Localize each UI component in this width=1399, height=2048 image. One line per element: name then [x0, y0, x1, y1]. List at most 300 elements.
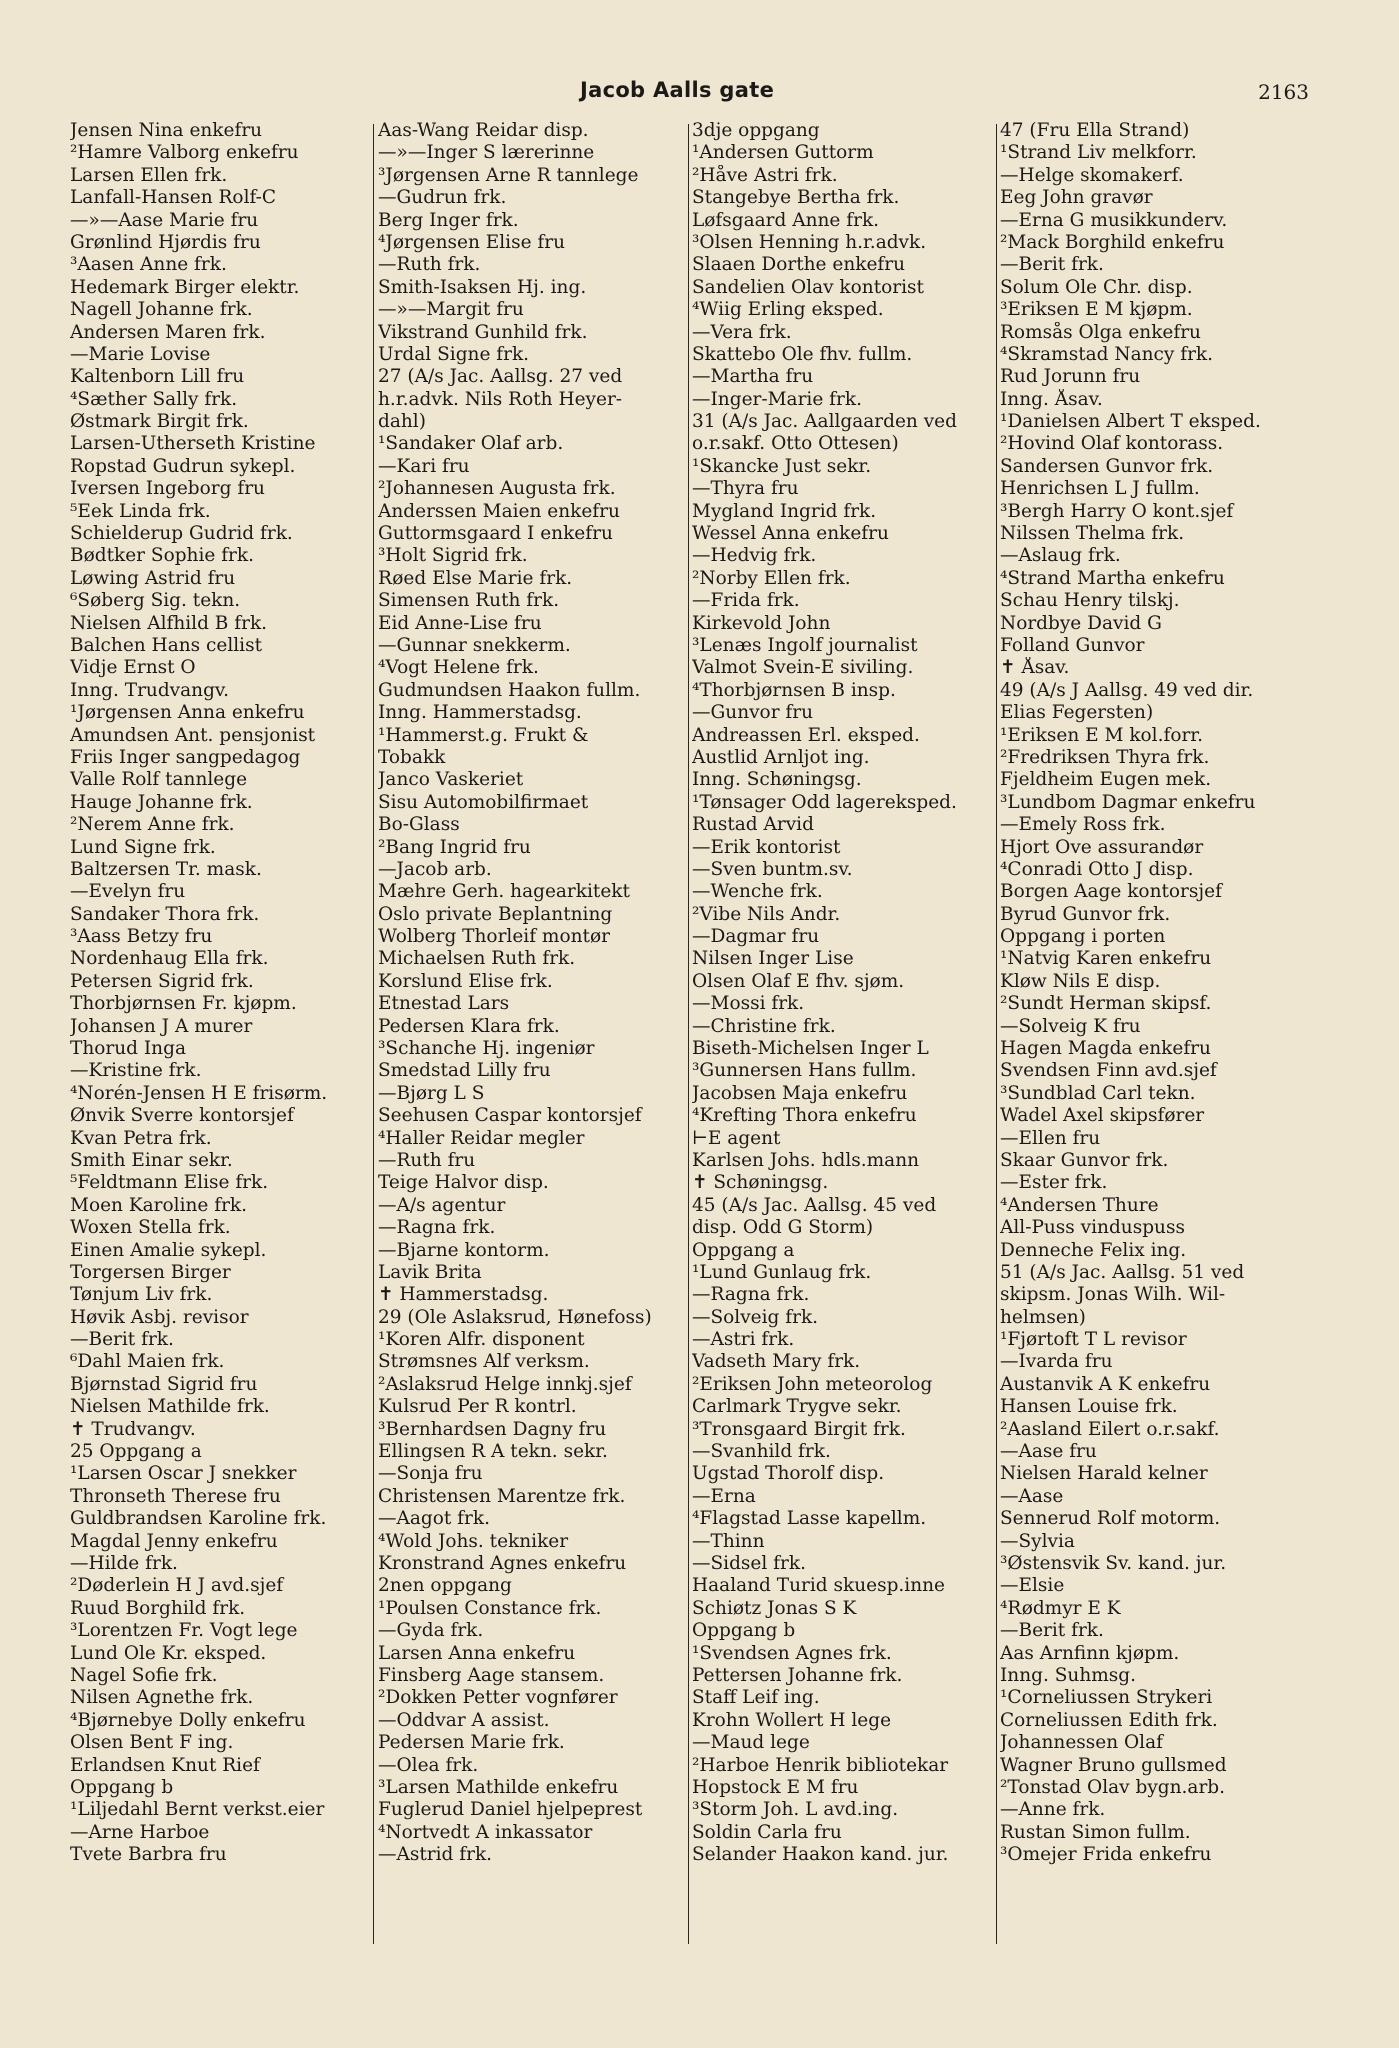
- directory-entry: Tvete Barbra fru: [70, 1844, 227, 1866]
- directory-entry: ³Lenæs Ingolf journalist: [692, 634, 918, 656]
- directory-entry: Austlid Arnljot ing.: [692, 746, 870, 768]
- directory-entry: ³Gunnersen Hans fullm.: [692, 1060, 917, 1082]
- directory-entry: ⁴Flagstad Lasse kapellm.: [692, 1508, 927, 1530]
- directory-entry: ²Norby Ellen frk.: [692, 567, 851, 589]
- directory-entry: ³Tronsgaard Birgit frk.: [692, 1418, 906, 1440]
- directory-entry: —Elsie: [1000, 1575, 1065, 1597]
- directory-entry: Folland Gunvor: [1000, 634, 1145, 656]
- directory-entry: Ropstad Gudrun sykepl.: [70, 455, 296, 477]
- directory-entry: ³Lundbom Dagmar enkefru: [1000, 791, 1256, 813]
- directory-entry: ⊢E agent: [692, 1127, 781, 1149]
- directory-entry: Baltzersen Tr. mask.: [70, 858, 262, 880]
- directory-entry: Kløw Nils E disp.: [1000, 970, 1161, 992]
- directory-entry: ¹Skancke Just sekr.: [692, 455, 872, 477]
- directory-entry: ⁴Krefting Thora enkefru: [692, 1105, 917, 1127]
- directory-entry: Pedersen Klara frk.: [378, 1015, 560, 1037]
- directory-entry: Staff Leif ing.: [692, 1687, 820, 1709]
- directory-entry: ²Håve Astri frk.: [692, 164, 838, 186]
- directory-entry: Mæhre Gerh. hagearkitekt: [378, 881, 630, 903]
- directory-entry: Nielsen Alfhild B frk.: [70, 612, 268, 634]
- directory-entry: Bjørnstad Sigrid fru: [70, 1373, 258, 1395]
- directory-entry: —Erik kontorist: [692, 836, 841, 858]
- page-number: 2163: [1258, 80, 1309, 104]
- directory-entry: ³Larsen Mathilde enkefru: [378, 1776, 619, 1798]
- directory-entry: Hopstock E M fru: [692, 1776, 859, 1798]
- directory-entry: —Berit frk.: [70, 1329, 174, 1351]
- directory-entry: —Jacob arb.: [378, 858, 492, 880]
- directory-entry: Soldin Carla fru: [692, 1821, 842, 1843]
- directory-entry: Skaar Gunvor frk.: [1000, 1149, 1169, 1171]
- directory-entry: ¹Jørgensen Anna enkefru: [70, 702, 305, 724]
- directory-entry: ²Døderlein H J avd.sjef: [70, 1575, 284, 1597]
- directory-entry: Bo-Glass: [378, 814, 460, 836]
- directory-entry: Wolberg Thorleif montør: [378, 926, 610, 948]
- directory-entry: Magdal Jenny enkefru: [70, 1530, 278, 1552]
- directory-entry: Inng. Suhmsg.: [1000, 1664, 1137, 1686]
- directory-entry: —Wenche frk.: [692, 881, 823, 903]
- directory-entry: Bødtker Sophie frk.: [70, 545, 254, 567]
- directory-entry: Tobakk: [378, 746, 446, 768]
- directory-entry: —Emely Ross frk.: [1000, 814, 1166, 836]
- directory-entry: Korslund Elise frk.: [378, 970, 553, 992]
- directory-entry: Erlandsen Knut Rief: [70, 1754, 260, 1776]
- directory-entry: ⁴Jørgensen Elise fru: [378, 231, 566, 253]
- directory-entry: Janco Vaskeriet: [378, 769, 524, 791]
- directory-entry: ²Hamre Valborg enkefru: [70, 142, 299, 164]
- directory-entry: Johannessen Olaf: [1000, 1732, 1163, 1754]
- directory-entry: Kvan Petra frk.: [70, 1127, 212, 1149]
- directory-entry: Nordenhaug Ella frk.: [70, 948, 269, 970]
- directory-entry: —Anne frk.: [1000, 1799, 1106, 1821]
- directory-entry: —Ragna frk.: [378, 1217, 496, 1239]
- directory-entry: Berg Inger frk.: [378, 209, 519, 231]
- directory-entry: Kirkevold John: [692, 612, 831, 634]
- directory-entry: Valmot Svein-E siviling.: [692, 657, 914, 679]
- directory-entry: ²Mack Borghild enkefru: [1000, 231, 1225, 253]
- directory-entry: Eid Anne-Lise fru: [378, 612, 542, 634]
- directory-entry: Wagner Bruno gullsmed: [1000, 1754, 1227, 1776]
- directory-entry: Olsen Bent F ing.: [70, 1732, 234, 1754]
- directory-entry: ³Olsen Henning h.r.advk.: [692, 231, 927, 253]
- directory-entry: Karlsen Johs. hdls.mann: [692, 1149, 920, 1171]
- directory-entry: Byrud Gunvor frk.: [1000, 903, 1171, 925]
- directory-entry: ✝ Schøningsg.: [692, 1172, 829, 1194]
- directory-entry: Smedstad Lilly fru: [378, 1060, 551, 1082]
- directory-entry: ³Aasen Anne frk.: [70, 254, 227, 276]
- directory-entry: ¹Hammerst.g. Frukt &: [378, 724, 589, 746]
- directory-entry: —»—Margit fru: [378, 299, 524, 321]
- directory-entry: ¹Natvig Karen enkefru: [1000, 948, 1212, 970]
- directory-entry: Hjort Ove assurandør: [1000, 836, 1204, 858]
- column-3: [692, 120, 992, 1866]
- directory-entry: Nielsen Mathilde frk.: [70, 1396, 270, 1418]
- directory-entry: Sandersen Gunvor frk.: [1000, 455, 1214, 477]
- directory-entry: —Sven buntm.sv.: [692, 858, 853, 880]
- directory-entry: —Mossi frk.: [692, 993, 805, 1015]
- directory-entry: ³Holt Sigrid frk.: [378, 545, 528, 567]
- directory-entry: Andersen Maren frk.: [70, 321, 266, 343]
- directory-entry: —Ruth frk.: [378, 254, 481, 276]
- directory-entry: ⁴Skramstad Nancy frk.: [1000, 343, 1214, 365]
- directory-entry: 47 (Fru Ella Strand): [1000, 120, 1190, 141]
- directory-entry: Wessel Anna enkefru: [692, 523, 889, 545]
- directory-entry: 2nen oppgang: [378, 1575, 512, 1597]
- directory-entry: Løfsgaard Anne frk.: [692, 209, 880, 231]
- directory-entry: Sennerud Rolf motorm.: [1000, 1508, 1221, 1530]
- directory-entry: Kaltenborn Lill fru: [70, 366, 245, 388]
- column-4: [1000, 120, 1300, 1866]
- column-2: [378, 120, 678, 1866]
- directory-entry: —Evelyn fru: [70, 881, 186, 903]
- directory-entry: Krohn Wollert H lege: [692, 1709, 892, 1731]
- directory-entry: —Hilde frk.: [70, 1553, 178, 1574]
- directory-entry: Thorud Inga: [70, 1038, 186, 1060]
- directory-entry: ⁶Dahl Maien frk.: [70, 1351, 225, 1373]
- directory-entry: Tønjum Liv frk.: [70, 1284, 213, 1306]
- directory-entry: Vadseth Mary frk.: [692, 1351, 861, 1373]
- directory-entry: Larsen-Utherseth Kristine: [70, 433, 316, 455]
- directory-entry: Balchen Hans cellist: [70, 634, 263, 656]
- directory-entry: —Ivarda fru: [1000, 1351, 1113, 1373]
- directory-entry: ¹Eriksen E M kol.forr.: [1000, 724, 1204, 746]
- directory-entry: —»—Aase Marie fru: [70, 209, 259, 231]
- directory-entry: 51 (A/s Jac. Aallsg. 51 ved: [1000, 1261, 1245, 1283]
- directory-entry: Etnestad Lars: [378, 993, 510, 1015]
- directory-entry: Slaaen Dorthe enkefru: [692, 254, 906, 276]
- directory-entry: —Aase: [1000, 1485, 1064, 1507]
- directory-entry: —Frida frk.: [692, 590, 800, 612]
- directory-entry: ⁴Sæther Sally frk.: [70, 388, 238, 410]
- directory-entry: —Maud lege: [692, 1732, 810, 1754]
- directory-entry: Jacobsen Maja enkefru: [692, 1082, 908, 1104]
- directory-entry: ¹Strand Liv melkforr.: [1000, 142, 1197, 164]
- directory-entry: Valle Rolf tannlege: [70, 769, 248, 791]
- directory-entry: helmsen): [1000, 1306, 1086, 1328]
- directory-entry: ¹Tønsager Odd lagereksped.: [692, 791, 957, 813]
- directory-entry: 3dje oppgang: [692, 120, 820, 141]
- directory-entry: Kulsrud Per R kontrl.: [378, 1396, 577, 1418]
- directory-entry: Christensen Marentze frk.: [378, 1485, 626, 1507]
- directory-entry: —Marie Lovise: [70, 343, 211, 365]
- directory-entry: ✝ Hammerstadsg.: [378, 1284, 549, 1306]
- directory-entry: Corneliussen Edith frk.: [1000, 1709, 1218, 1731]
- directory-entry: Lanfall-Hansen Rolf-C: [70, 187, 277, 209]
- directory-entry: ²Aasland Eilert o.r.sakf.: [1000, 1418, 1220, 1440]
- directory-entry: Pedersen Marie frk.: [378, 1732, 565, 1754]
- directory-entry: Oslo private Beplantning: [378, 903, 613, 925]
- directory-entry: Stangebye Bertha frk.: [692, 187, 900, 209]
- directory-entry: Seehusen Caspar kontorsjef: [378, 1105, 642, 1127]
- column-divider: [373, 124, 374, 1944]
- directory-entry: Amundsen Ant. pensjonist: [70, 724, 316, 746]
- directory-entry: —Sidsel frk.: [692, 1553, 806, 1574]
- directory-entry: Nordbye David G: [1000, 612, 1162, 634]
- directory-entry: ¹Andersen Guttorm: [692, 142, 874, 164]
- directory-entry: ²Aslaksrud Helge innkj.sjef: [378, 1373, 632, 1395]
- directory-entry: Fjeldheim Eugen mek.: [1000, 769, 1212, 791]
- directory-entry: Grønlind Hjørdis fru: [70, 231, 261, 253]
- directory-entry: —Svanhild frk.: [692, 1441, 831, 1463]
- directory-entry: Inng. Åsav.: [1000, 388, 1103, 410]
- directory-entry: ⁵Feldtmann Elise frk.: [70, 1172, 269, 1194]
- directory-entry: 29 (Ole Aslaksrud, Hønefoss): [378, 1306, 652, 1328]
- directory-entry: —A/s agentur: [378, 1194, 506, 1216]
- directory-entry: ²Vibe Nils Andr.: [692, 903, 841, 925]
- directory-entry: Smith Einar sekr.: [70, 1149, 233, 1171]
- directory-entry: ⁴Rødmyr E K: [1000, 1597, 1121, 1619]
- directory-entry: ³Aass Betzy fru: [70, 926, 213, 948]
- directory-entry: Høvik Asbj. revisor: [70, 1306, 249, 1328]
- directory-entry: h.r.advk. Nils Roth Heyer-: [378, 388, 623, 410]
- directory-entry: Andreassen Erl. eksped.: [692, 724, 920, 746]
- directory-entry: ³Lorentzen Fr. Vogt lege: [70, 1620, 298, 1642]
- directory-entry: ⁴Thorbjørnsen B insp.: [692, 679, 896, 701]
- directory-entry: Guldbrandsen Karoline frk.: [70, 1508, 327, 1530]
- directory-entry: Sandelien Olav kontorist: [692, 276, 924, 298]
- directory-entry: ³Jørgensen Arne R tannlege: [378, 164, 639, 186]
- directory-entry: —Olea frk.: [378, 1754, 479, 1776]
- directory-entry: ⁴Conradi Otto J disp.: [1000, 858, 1194, 880]
- directory-entry: Larsen Ellen frk.: [70, 164, 228, 186]
- directory-entry: Hansen Louise frk.: [1000, 1396, 1178, 1418]
- directory-entry: —Bjørg L S: [378, 1082, 485, 1104]
- directory-entry: —Vera frk.: [692, 321, 792, 343]
- column-divider: [996, 124, 997, 1944]
- directory-entry: Friis Inger sangpedagog: [70, 746, 301, 768]
- directory-entry: —Inger-Marie frk.: [692, 388, 862, 410]
- directory-entry: —Astrid frk.: [378, 1844, 493, 1866]
- directory-entry: ⁵Eek Linda frk.: [70, 500, 211, 522]
- directory-entry: Oppgang b: [692, 1620, 796, 1642]
- directory-entry: —Solveig K fru: [1000, 1015, 1141, 1037]
- directory-entry: Strømsnes Alf verksm.: [378, 1351, 590, 1373]
- directory-entry: —Helge skomakerf.: [1000, 164, 1184, 186]
- directory-entry: Nielsen Harald kelner: [1000, 1463, 1208, 1485]
- directory-entry: Ruud Borghild frk.: [70, 1597, 246, 1619]
- directory-entry: ¹Liljedahl Bernt verkst.eier: [70, 1799, 325, 1821]
- directory-entry: ⁴Wold Johs. tekniker: [378, 1530, 569, 1552]
- directory-entry: Jensen Nina enkefru: [70, 120, 263, 141]
- directory-entry: —Gyda frk.: [378, 1620, 484, 1642]
- directory-entry: Østmark Birgit frk.: [70, 411, 249, 433]
- directory-entry: ✝ Trudvangv.: [70, 1418, 196, 1440]
- directory-entry: Skattebo Ole fhv. fullm.: [692, 343, 913, 365]
- directory-entry: Teige Halvor disp.: [378, 1172, 549, 1194]
- directory-entry: —Dagmar fru: [692, 926, 820, 948]
- directory-entry: Vikstrand Gunhild frk.: [378, 321, 588, 343]
- directory-entry: Simensen Ruth frk.: [378, 590, 560, 612]
- directory-entry: 45 (A/s Jac. Aallsg. 45 ved: [692, 1194, 937, 1216]
- street-title: Jacob Aalls gate: [580, 78, 775, 102]
- directory-entry: Biseth-Michelsen Inger L: [692, 1038, 929, 1060]
- directory-entry: Løwing Astrid fru: [70, 567, 236, 589]
- directory-entry: ²Johannesen Augusta frk.: [378, 478, 616, 500]
- directory-entry: —Bjarne kontorm.: [378, 1239, 550, 1261]
- directory-entry: ¹Koren Alfr. disponent: [378, 1329, 585, 1351]
- page-header: [0, 78, 1399, 110]
- directory-entry: —Sonja fru: [378, 1463, 483, 1485]
- directory-entry: —Thinn: [692, 1530, 765, 1552]
- directory-entry: ¹Poulsen Constance frk.: [378, 1597, 602, 1619]
- directory-entry: Ugstad Thorolf disp.: [692, 1463, 885, 1485]
- directory-entry: 49 (A/s J Aallsg. 49 ved dir.: [1000, 679, 1254, 701]
- directory-entry: ⁴Haller Reidar megler: [378, 1127, 585, 1149]
- directory-entry: ²Eriksen John meteorolog: [692, 1373, 933, 1395]
- directory-entry: dahl): [378, 411, 426, 433]
- directory-entry: ⁴Bjørnebye Dolly enkefru: [70, 1709, 306, 1731]
- directory-entry: —Thyra fru: [692, 478, 799, 500]
- directory-entry: Mygland Ingrid frk.: [692, 500, 877, 522]
- directory-entry: Rustad Arvid: [692, 814, 814, 836]
- directory-entry: ¹Sandaker Olaf arb.: [378, 433, 564, 455]
- directory-entry: ¹Fjørtoft T L revisor: [1000, 1329, 1187, 1351]
- directory-entry: Lund Ole Kr. eksped.: [70, 1642, 267, 1664]
- directory-entry: Carlmark Trygve sekr.: [692, 1396, 902, 1418]
- directory-entry: Iversen Ingeborg fru: [70, 478, 265, 500]
- directory-entry: ²Bang Ingrid fru: [378, 836, 531, 858]
- directory-entry: Aas Arnfinn kjøpm.: [1000, 1642, 1180, 1664]
- directory-entry: Thronseth Therese fru: [70, 1485, 281, 1507]
- directory-entry: —Kari fru: [378, 455, 470, 477]
- directory-entry: Hagen Magda enkefru: [1000, 1038, 1211, 1060]
- directory-entry: —Gunnar snekkerm.: [378, 634, 571, 656]
- directory-entry: Oppgang a: [692, 1239, 795, 1261]
- directory-entry: —Ruth fru: [378, 1149, 476, 1171]
- directory-entry: Inng. Trudvangv.: [70, 679, 230, 701]
- directory-entry: ²Hovind Olaf kontorass.: [1000, 433, 1224, 455]
- directory-entry: ¹Danielsen Albert T eksped.: [1000, 411, 1261, 433]
- directory-entry: —Aslaug frk.: [1000, 545, 1121, 567]
- directory-entry: Nagel Sofie frk.: [70, 1664, 218, 1686]
- directory-entry: ²Harboe Henrik bibliotekar: [692, 1754, 949, 1776]
- directory-entry: Eeg John gravør: [1000, 187, 1153, 209]
- directory-entry: ¹Corneliussen Strykeri: [1000, 1687, 1213, 1709]
- directory-entry: Anderssen Maien enkefru: [378, 500, 620, 522]
- directory-entry: All-Puss vinduspuss: [1000, 1217, 1185, 1239]
- directory-entry: skipsm. Jonas Wilh. Wil-: [1000, 1284, 1226, 1306]
- directory-entry: ⁶Søberg Sig. tekn.: [70, 590, 241, 612]
- directory-entry: Haaland Turid skuesp.inne: [692, 1575, 945, 1597]
- directory-entry: —Berit frk.: [1000, 254, 1104, 276]
- directory-entry: Nilsen Inger Lise: [692, 948, 854, 970]
- directory-entry: 25 Oppgang a: [70, 1441, 202, 1463]
- directory-entry: —Christine frk.: [692, 1015, 836, 1037]
- directory-entry: Moen Karoline frk.: [70, 1194, 248, 1216]
- directory-entry: —Oddvar A assist.: [378, 1709, 550, 1731]
- directory-entry: Torgersen Birger: [70, 1261, 231, 1283]
- directory-entry: Fuglerud Daniel hjelpeprest: [378, 1799, 643, 1821]
- directory-entry: ³Sundblad Carl tekn.: [1000, 1082, 1196, 1104]
- directory-entry: Rustan Simon fullm.: [1000, 1821, 1191, 1843]
- directory-entry: ²Nerem Anne frk.: [70, 814, 235, 836]
- directory-entry: Nilssen Thelma frk.: [1000, 523, 1185, 545]
- directory-entry: Einen Amalie sykepl.: [70, 1239, 267, 1261]
- directory-entry: Schiøtz Jonas S K: [692, 1597, 857, 1619]
- directory-entry: Ønvik Sverre kontorsjef: [70, 1105, 294, 1127]
- directory-entry: —Erna G musikkunderv.: [1000, 209, 1228, 231]
- directory-entry: Finsberg Aage stansem.: [378, 1664, 605, 1686]
- directory-entry: 27 (A/s Jac. Aallsg. 27 ved: [378, 366, 623, 388]
- directory-entry: Wadel Axel skipsfører: [1000, 1105, 1205, 1127]
- directory-entry: ³Storm Joh. L avd.ing.: [692, 1799, 899, 1821]
- directory-entry: —Astri frk.: [692, 1329, 795, 1351]
- directory-entry: ¹Larsen Oscar J snekker: [70, 1463, 297, 1485]
- directory-entry: Johansen J A murer: [70, 1015, 253, 1037]
- directory-entry: Lavik Brita: [378, 1261, 482, 1283]
- directory-entry: Romsås Olga enkefru: [1000, 321, 1201, 343]
- directory-entry: Solum Ole Chr. disp.: [1000, 276, 1193, 298]
- directory-entry: ²Dokken Petter vognfører: [378, 1687, 618, 1709]
- directory-entry: ⁴Nortvedt A inkassator: [378, 1821, 593, 1843]
- directory-entry: Woxen Stella frk.: [70, 1217, 231, 1239]
- directory-entry: Schielderup Gudrid frk.: [70, 523, 293, 545]
- directory-entry: —Solveig frk.: [692, 1306, 819, 1328]
- directory-entry: Kronstrand Agnes enkefru: [378, 1553, 627, 1574]
- directory-entry: Olsen Olaf E fhv. sjøm.: [692, 970, 905, 992]
- directory-entry: ²Fredriksen Thyra frk.: [1000, 746, 1210, 768]
- directory-entry: ¹Lund Gunlaug frk.: [692, 1261, 872, 1283]
- directory-entry: Elias Fegersten): [1000, 702, 1154, 724]
- column-1: [70, 120, 370, 1866]
- directory-entry: Nilsen Agnethe frk.: [70, 1687, 254, 1709]
- directory-entry: —Erna: [692, 1485, 756, 1507]
- directory-entry: Hauge Johanne frk.: [70, 791, 253, 813]
- directory-entry: Nagell Johanne frk.: [70, 299, 253, 321]
- directory-entry: o.r.sakf. Otto Ottesen): [692, 433, 899, 455]
- directory-entry: ✝ Åsav.: [1000, 657, 1070, 679]
- directory-entry: Austanvik A K enkefru: [1000, 1373, 1211, 1395]
- directory-entry: ⁴Wiig Erling eksped.: [692, 299, 884, 321]
- directory-entry: —Aase fru: [1000, 1441, 1097, 1463]
- directory-entry: ⁴Andersen Thure: [1000, 1194, 1159, 1216]
- directory-entry: —Ragna frk.: [692, 1284, 810, 1306]
- directory-entry: —Hedvig frk.: [692, 545, 817, 567]
- directory-entry: ³Omejer Frida enkefru: [1000, 1844, 1212, 1866]
- directory-entry: Urdal Signe frk.: [378, 343, 530, 365]
- directory-entry: ⁴Vogt Helene frk.: [378, 657, 539, 679]
- directory-entry: ²Tonstad Olav bygn.arb.: [1000, 1776, 1226, 1798]
- directory-entry: —Kristine frk.: [70, 1060, 202, 1082]
- directory-entry: Petersen Sigrid frk.: [70, 970, 254, 992]
- directory-entry: Schau Henry tilskj.: [1000, 590, 1180, 612]
- directory-entry: Borgen Aage kontorsjef: [1000, 881, 1222, 903]
- directory-entry: ³Østensvik Sv. kand. jur.: [1000, 1553, 1227, 1574]
- directory-entry: Smith-Isaksen Hj. ing.: [378, 276, 587, 298]
- directory-entry: Henrichsen L J fullm.: [1000, 478, 1200, 500]
- directory-entry: Lund Signe frk.: [70, 836, 216, 858]
- directory-entry: Svendsen Finn avd.sjef: [1000, 1060, 1217, 1082]
- directory-entry: Vidje Ernst O: [70, 657, 196, 679]
- directory-entry: Larsen Anna enkefru: [378, 1642, 576, 1664]
- directory-entry: —Martha fru: [692, 366, 814, 388]
- directory-entry: —Gudrun frk.: [378, 187, 507, 209]
- directory-entry: Guttormsgaard I enkefru: [378, 523, 613, 545]
- directory-entry: 31 (A/s Jac. Aallgaarden ved: [692, 411, 957, 433]
- directory-entry: —Ester frk.: [1000, 1172, 1108, 1194]
- directory-entry: Rud Jorunn fru: [1000, 366, 1141, 388]
- directory-entry: Denneche Felix ing.: [1000, 1239, 1187, 1261]
- directory-entry: Ellingsen R A tekn. sekr.: [378, 1441, 608, 1463]
- directory-entry: Pettersen Johanne frk.: [692, 1664, 903, 1686]
- directory-entry: Oppgang b: [70, 1776, 174, 1798]
- directory-entry: —Gunvor fru: [692, 702, 814, 724]
- directory-entry: Gudmundsen Haakon fullm.: [378, 679, 641, 701]
- directory-entry: —Ellen fru: [1000, 1127, 1101, 1149]
- directory-entry: Inng. Hammerstadsg.: [378, 702, 582, 724]
- directory-entry: Sisu Automobilfirmaet: [378, 791, 589, 813]
- directory-entry: ⁴Norén-Jensen H E frisørm.: [70, 1082, 328, 1104]
- directory-entry: Sandaker Thora frk.: [70, 903, 260, 925]
